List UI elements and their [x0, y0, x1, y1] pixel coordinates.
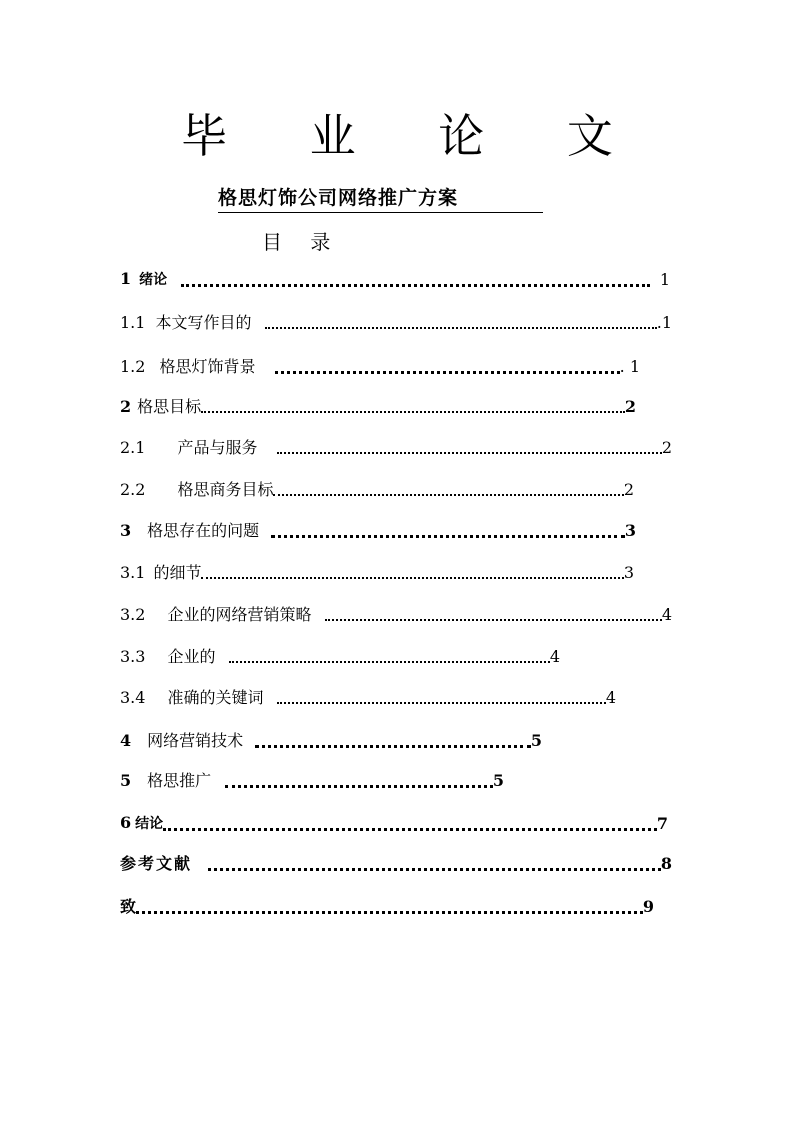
toc-leader-dots — [273, 478, 623, 502]
toc-leader-dots — [201, 561, 623, 585]
toc-entry-page: 2 — [623, 480, 634, 499]
toc-leader-dots — [271, 519, 625, 543]
toc-entry-number: 2.2 — [120, 480, 146, 499]
toc-leader-dots — [181, 268, 650, 292]
toc-entry-1-2[interactable] — [120, 355, 640, 379]
toc-entry-1[interactable] — [120, 268, 670, 292]
toc-entry-text: 企业的网络营销策略 — [167, 605, 312, 624]
toc-entry-2-1[interactable] — [120, 436, 672, 460]
toc-entry-acknowledgements[interactable] — [120, 895, 654, 919]
document-subtitle: 格思灯饰公司网络推广方案 — [218, 184, 543, 213]
toc-entry-number: 1.1 — [120, 313, 146, 332]
toc-entry-text: 绪论 — [139, 272, 168, 288]
toc-entry-text: 格思灯饰背景 — [159, 357, 256, 376]
toc-entry-number: 3.3 — [120, 647, 146, 666]
toc-entry-2[interactable] — [120, 395, 636, 419]
toc-entry-page: 4 — [549, 647, 560, 666]
document-title: 毕 业 论 文 — [181, 109, 647, 163]
toc-entry-number: 1.2 — [120, 357, 146, 376]
toc-entry-3-1[interactable] — [120, 561, 634, 585]
toc-leader-dots — [277, 436, 661, 460]
toc-entry-text: 网络营销技术 — [147, 731, 244, 750]
toc-leader-dots — [201, 395, 625, 419]
toc-leader-dots — [163, 812, 657, 836]
toc-heading: 目 录 — [262, 230, 331, 254]
toc-entry-page: 7 — [656, 814, 668, 833]
toc-entry-references[interactable] — [120, 852, 672, 876]
toc-entry-4[interactable] — [120, 729, 542, 753]
toc-leader-dots — [265, 311, 656, 335]
toc-entry-number: 5 — [120, 771, 132, 790]
toc-entry-number: 3.4 — [120, 688, 146, 707]
toc-leader-dots — [136, 895, 643, 919]
toc-entry-page: 9 — [642, 897, 654, 916]
toc-entry-page: 2 — [624, 397, 636, 416]
toc-entry-page: 1 — [659, 270, 670, 289]
toc-entry-text: 本文写作目的 — [155, 313, 252, 332]
toc-entry-text: 格思推广 — [147, 771, 212, 790]
toc-entry-3-2[interactable] — [120, 603, 672, 627]
toc-entry-page: 2 — [661, 438, 672, 457]
toc-entry-number: 3.1 — [120, 563, 146, 582]
toc-entry-page: 8 — [660, 854, 672, 873]
toc-entry-text: 的细节 — [153, 563, 202, 582]
toc-leader-dots — [275, 355, 619, 379]
toc-entry-page: . 1 — [619, 357, 640, 376]
toc-entry-text: 准确的关键词 — [167, 688, 264, 707]
toc-entry-6[interactable] — [120, 812, 668, 836]
toc-leader-dots — [229, 645, 549, 669]
toc-entry-text: 企业的 — [167, 647, 216, 666]
toc-entry-5[interactable] — [120, 769, 504, 793]
toc-entry-page: 3 — [623, 563, 634, 582]
toc-entry-page: 5 — [530, 731, 542, 750]
toc-entry-text: 格思存在的问题 — [147, 521, 260, 540]
toc-entry-number: 4 — [120, 731, 132, 750]
toc-entry-page: 4 — [605, 688, 616, 707]
toc-entry-number: 1 — [120, 269, 132, 288]
toc-entry-2-2[interactable] — [120, 478, 634, 502]
toc-entry-page: 4 — [661, 605, 672, 624]
toc-entry-page: 3 — [624, 521, 636, 540]
toc-leader-dots — [277, 686, 605, 710]
toc-entry-text: 格思目标 — [137, 397, 202, 416]
toc-entry-text: 参考文献 — [120, 854, 193, 873]
toc-entry-page: .1 — [656, 313, 672, 332]
toc-entry-number: 2.1 — [120, 438, 146, 457]
toc-entry-number: 2 — [120, 397, 132, 416]
toc-leader-dots — [208, 852, 661, 876]
toc-entry-text: 格思商务目标 — [177, 480, 274, 499]
toc-leader-dots — [225, 769, 493, 793]
toc-entry-page: 5 — [492, 771, 504, 790]
toc-leader-dots — [325, 603, 661, 627]
toc-entry-3-3[interactable] — [120, 645, 560, 669]
toc-entry-text: 致 — [120, 897, 137, 916]
toc-entry-1-1[interactable] — [120, 311, 672, 335]
toc-entry-number: 3 — [120, 521, 132, 540]
toc-entry-3-4[interactable] — [120, 686, 616, 710]
toc-entry-number: 3.2 — [120, 605, 146, 624]
toc-entry-3[interactable] — [120, 519, 636, 543]
toc-entry-text: 结论 — [135, 816, 164, 832]
toc-entry-text: 产品与服务 — [177, 438, 258, 457]
toc-leader-dots — [255, 729, 531, 753]
toc-entry-number: 6 — [120, 813, 132, 832]
